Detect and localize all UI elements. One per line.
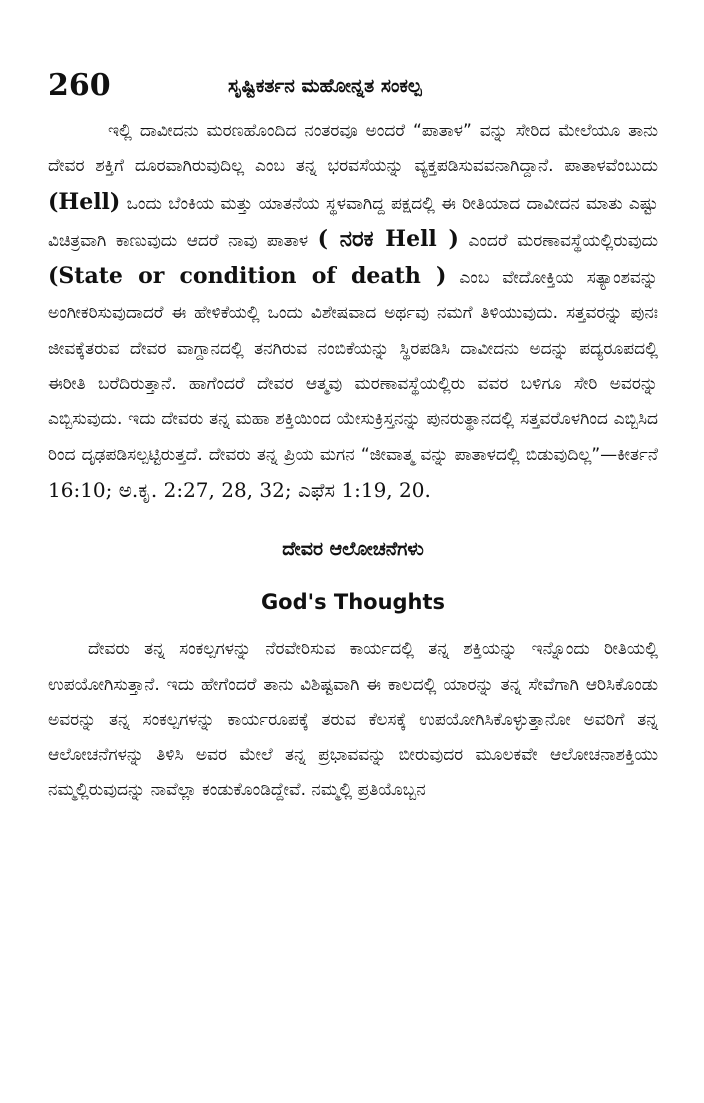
book-page bbox=[48, 58, 658, 809]
latin-term: (State or condition of death ) bbox=[48, 263, 447, 290]
running-head: ಸೃಷ್ಟಿಕರ್ತನ ಮಹೋನ್ನತ ಸಂಕಲ್ಪ bbox=[228, 75, 422, 97]
section-heading-english: God's Thoughts bbox=[260, 590, 446, 615]
paragraph-text: ಒಂದು ಬೆಂಕಿಯ ಮತ್ತು ಯಾತನೆಯ ಸ್ಥಳವಾಗಿದ್ದ ಪಕ್ಷದಲ್ಲಿ ಈ ರೀತಿಯಾದ ದಾವೀದನ ಮಾತು ಎಷ್ಟು ವಿಚಿತ್ರವಾಗಿ ಕಾಣುವುದು ಆದರೆ ನಾವು ಪಾತಾಳ bbox=[48, 193, 658, 251]
paragraph-text: ಎಂಬ ವೇದೋಕ್ತಿಯ ಸತ್ಯಾಂಶವನ್ನು ಅಂಗೀಕರಿಸುವುದಾದರೆ ಈ ಹೇಳಿಕೆಯಲ್ಲಿ ಒಂದು ವಿಶೇಷವಾದ ಅರ್ಥವು ನಮಗೆ ತಿಳಿಯುವುದು. ಸತ್ತವರನ್ನು ಪುನಃ ಜೀವಕ್ಕೆತರುವ ದೇವರ ವಾಗ್ದಾನದಲ್ಲಿ ತನಗಿರುವ ನಂಬಿಕೆಯನ್ನು ಸ್ಥಿರಪಡಿಸಿ ದಾವೀದನು ಅದನ್ನು ಪದ್ಯರೂಪದಲ್ಲಿ ಈರೀತಿ ಬರೆದಿರುತ್ತಾನೆ. ಹಾಗೆಂದರೆ ದೇವರ ಆತ್ಮವು ಮರಣಾವಸ್ಥೆಯಲ್ಲಿರು ವವರ ಬಳಿಗೂ ಸೇರಿ ಅವರನ್ನು ಎಬ್ಬಿಸುವುದು. ಇದು ದೇವರು ತನ್ನ ಮಹಾ ಶಕ್ತಿಯಿಂದ ಯೇಸುಕ್ರಿಸ್ತನನ್ನು ಪುನರುತ್ಥಾನದಲ್ಲಿ ಸತ್ತವರೊಳಗಿಂದ ಎಬ್ಬಿಸಿದ ರಿಂದ ದೃಢಪಡಿಸಲ್ಪಟ್ಟಿರುತ್ತದೆ. ದೇವರು ತನ್ನ ಪ್ರಿಯ ಮಗನ “ಜೀವಾತ್ಮ ವನ್ನು ಪಾತಾಳದಲ್ಲಿ ಬಿಡುವುದಿಲ್ಲ”—ಕೀರ್ತನೆ bbox=[48, 268, 659, 465]
scripture-reference: 16:10; ಅ.ಕೃ. 2:27, 28, 32; ಎಫೆಸ 1:19, 20. bbox=[48, 477, 431, 502]
body-paragraph-1 bbox=[48, 114, 658, 510]
section-heading-kannada: ದೇವರ ಆಲೋಚನೆಗಳು bbox=[282, 538, 424, 561]
latin-term: ( ನರಕ Hell ) bbox=[317, 225, 459, 252]
paragraph-text: ಎಂದರೆ ಮರಣಾವಸ್ಥೆಯಲ್ಲಿರುವುದು bbox=[468, 230, 658, 251]
latin-term: (Hell) bbox=[48, 188, 121, 215]
body-paragraph-2: ದೇವರು ತನ್ನ ಸಂಕಲ್ಪಗಳನ್ನು ನೆರವೇರಿಸುವ ಕಾರ್ಯದಲ್ಲಿ ತನ್ನ ಶಕ್ತಿಯನ್ನು ಇನ್ನೊಂದು ರೀತಿಯಲ್ಲಿ ಉಪಯೋಗಿಸುತ್ತಾನೆ. ಇದು ಹೇಗೆಂದರೆ ತಾನು ವಿಶಿಷ್ಟವಾಗಿ ಈ ಕಾಲದಲ್ಲಿ ಯಾರನ್ನು ತನ್ನ ಸೇವೆಗಾಗಿ ಆರಿಸಿಕೊಂಡು ಅವರನ್ನು ತನ್ನ ಸಂಕಲ್ಪಗಳನ್ನು ಕಾರ್ಯರೂಪಕ್ಕೆ ತರುವ ಕೆಲಸಕ್ಕೆ ಉಪಯೋಗಿಸಿಕೊಳ್ಳುತ್ತಾನೋ ಅವರಿಗೆ ತನ್ನ ಆಲೋಚನೆಗಳನ್ನು ತಿಳಿಸಿ ಅವರ ಮೇಲೆ ತನ್ನ ಪ್ರಭಾವವನ್ನು ಬೀರುವುದರ ಮೂಲಕವೇ ಆಲೋಚನಾಶಕ್ತಿಯು ನಮ್ಮಲ್ಲಿರುವುದನ್ನು ನಾವೆಲ್ಲಾ ಕಂಡುಕೊಂಡಿದ್ದೇವೆ. ನಮ್ಮಲ್ಲಿ ಪ್ರತಿಯೊಬ್ಬನ bbox=[48, 639, 658, 801]
page-header bbox=[48, 58, 658, 114]
page-number: 260 bbox=[48, 68, 111, 103]
paragraph-text: ಇಲ್ಲಿ ದಾವೀದನು ಮರಣಹೊಂದಿದ ನಂತರವೂ ಅಂದರೆ “ಪಾತಾಳ” ವನ್ನು ಸೇರಿದ ಮೇಲೆಯೂ ತಾನು ದೇವರ ಶಕ್ತಿಗೆ ದೂರವಾಗಿರುವುದಿಲ್ಲ ಎಂಬ ತನ್ನ ಭರವಸೆಯನ್ನು ವ್ಯಕ್ತಪಡಿಸುವವನಾಗಿದ್ದಾನೆ. ಪಾತಾಳವೆಂಬುದು bbox=[48, 121, 658, 177]
